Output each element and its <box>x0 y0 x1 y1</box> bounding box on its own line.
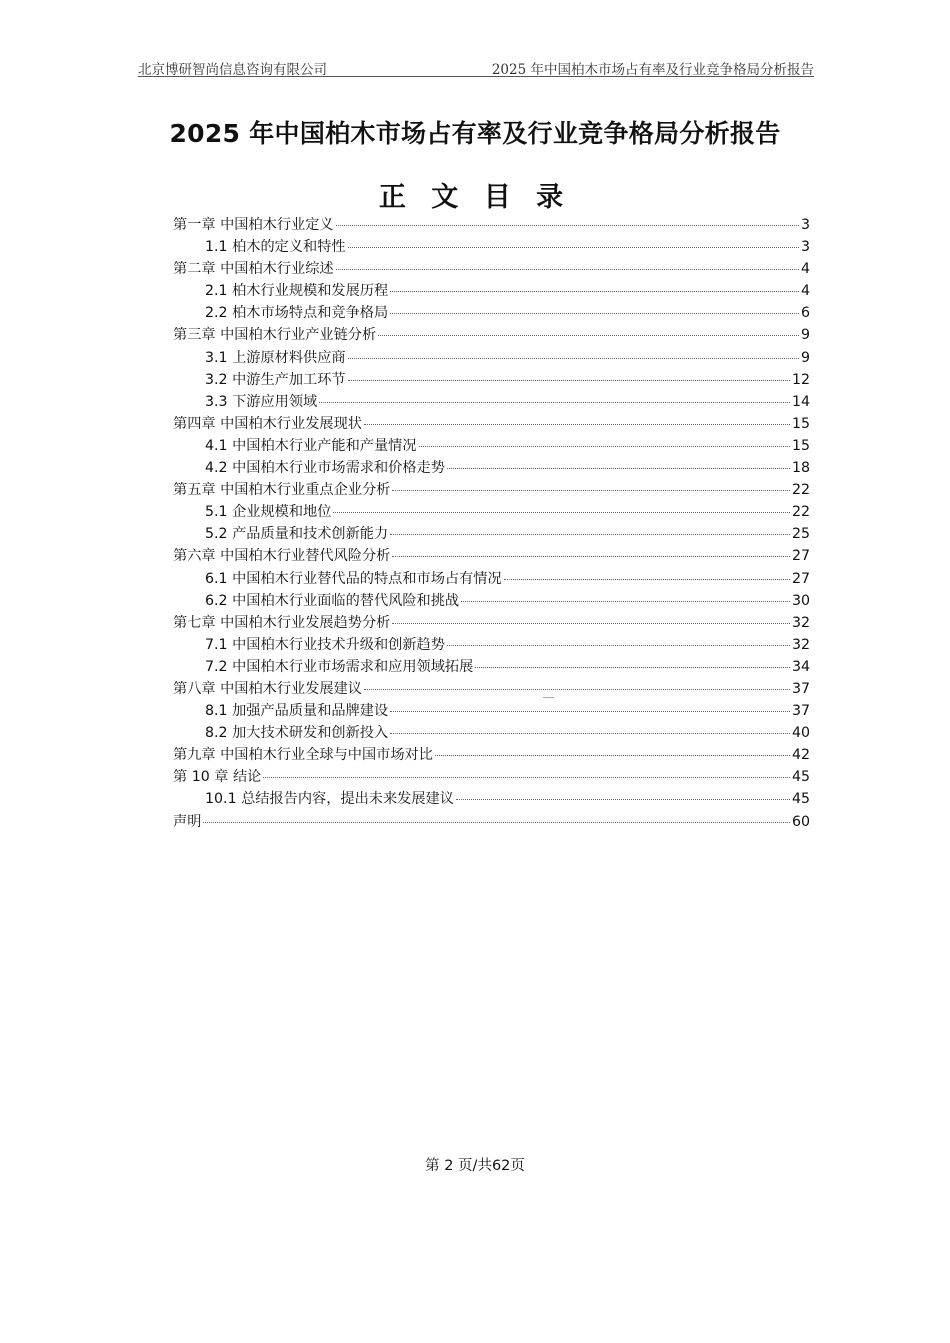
toc-entry-label: 2.2 柏木市场特点和竞争格局 <box>205 305 389 322</box>
toc-section-entry[interactable] <box>173 656 810 678</box>
toc-entry-label: 8.1 加强产品质量和品牌建设 <box>205 703 389 720</box>
toc-entry-page: 14 <box>791 393 810 410</box>
toc-leader-dots <box>447 468 790 469</box>
toc-section-entry[interactable] <box>173 302 810 324</box>
toc-chapter-entry[interactable] <box>173 811 810 833</box>
page-footer: 第 2 页/共62页 <box>425 1158 525 1174</box>
toc-section-entry[interactable] <box>173 236 810 258</box>
toc-section-entry[interactable] <box>173 457 810 479</box>
toc-entry-label: 第九章 中国柏木行业全球与中国市场对比 <box>173 747 433 764</box>
toc-leader-dots <box>348 358 799 359</box>
toc-chapter-entry[interactable] <box>173 258 810 280</box>
toc-entry-label: 第二章 中国柏木行业综述 <box>173 261 334 278</box>
toc-entry-label: 3.2 中游生产加工环节 <box>205 371 346 388</box>
toc-section-entry[interactable] <box>173 435 810 457</box>
toc-leader-dots <box>392 490 790 491</box>
toc-entry-page: 32 <box>791 636 810 653</box>
toc-entry-page: 60 <box>791 813 810 830</box>
toc-entry-label: 3.1 上游原材料供应商 <box>205 349 346 366</box>
toc-leader-dots <box>475 667 790 668</box>
toc-entry-label: 第七章 中国柏木行业发展趋势分析 <box>173 614 391 631</box>
toc-chapter-entry[interactable] <box>173 479 810 501</box>
toc-chapter-entry[interactable] <box>173 744 810 766</box>
toc-leader-dots <box>461 601 790 602</box>
toc-entry-label: 5.1 企业规模和地位 <box>205 504 332 521</box>
toc-leader-dots <box>390 291 799 292</box>
toc-chapter-entry[interactable] <box>173 678 810 700</box>
toc-section-entry[interactable] <box>173 280 810 302</box>
table-of-contents <box>173 214 810 833</box>
toc-entry-label: 第五章 中国柏木行业重点企业分析 <box>173 482 391 499</box>
toc-entry-label: 1.1 柏木的定义和特性 <box>205 239 346 256</box>
toc-leader-dots <box>364 424 790 425</box>
toc-entry-page: 15 <box>791 437 810 454</box>
toc-entry-label: 6.2 中国柏木行业面临的替代风险和挑战 <box>205 592 460 609</box>
toc-chapter-entry[interactable] <box>173 214 810 236</box>
toc-entry-page: 22 <box>791 482 810 499</box>
toc-entry-label: 声明 <box>173 813 202 830</box>
toc-entry-label: 4.1 中国柏木行业产能和产量情况 <box>205 437 417 454</box>
toc-entry-page: 18 <box>791 460 810 477</box>
toc-leader-dots <box>336 269 799 270</box>
toc-leader-dots <box>348 380 790 381</box>
toc-entry-page: 9 <box>800 327 810 344</box>
toc-section-entry[interactable] <box>173 347 810 369</box>
toc-entry-page: 30 <box>791 592 810 609</box>
toc-entry-page: 25 <box>791 526 810 543</box>
toc-leader-dots <box>456 799 790 800</box>
toc-entry-label: 3.3 下游应用领域 <box>205 393 318 410</box>
header-report-title: 2025 年中国柏木市场占有率及行业竞争格局分析报告 <box>491 62 814 78</box>
toc-section-entry[interactable] <box>173 568 810 590</box>
toc-leader-dots <box>336 225 799 226</box>
toc-leader-dots <box>390 711 790 712</box>
toc-entry-page: 42 <box>791 747 810 764</box>
toc-entry-page: 37 <box>791 703 810 720</box>
toc-leader-dots <box>263 777 790 778</box>
toc-leader-dots <box>348 247 799 248</box>
toc-entry-page: 40 <box>791 725 810 742</box>
toc-chapter-entry[interactable] <box>173 612 810 634</box>
toc-entry-label: 7.1 中国柏木行业技术升级和创新趋势 <box>205 636 445 653</box>
toc-leader-dots <box>390 534 790 535</box>
toc-section-entry[interactable] <box>173 391 810 413</box>
report-title: 2025 年中国柏木市场占有率及行业竞争格局分析报告 <box>169 119 781 148</box>
toc-heading: 正 文 目 录 <box>378 182 572 213</box>
toc-section-entry[interactable] <box>173 722 810 744</box>
toc-entry-page: 27 <box>791 570 810 587</box>
toc-section-entry[interactable] <box>173 590 810 612</box>
toc-entry-page: 34 <box>791 658 810 675</box>
page-header <box>138 56 814 77</box>
toc-leader-dots <box>392 556 790 557</box>
toc-entry-label: 第三章 中国柏木行业产业链分析 <box>173 327 377 344</box>
toc-section-entry[interactable] <box>173 369 810 391</box>
toc-entry-page: 3 <box>800 239 810 256</box>
toc-chapter-entry[interactable] <box>173 766 810 788</box>
toc-entry-page: 15 <box>791 415 810 432</box>
toc-entry-label: 第六章 中国柏木行业替代风险分析 <box>173 548 391 565</box>
toc-section-entry[interactable] <box>173 788 810 810</box>
toc-leader-dots <box>390 733 790 734</box>
toc-entry-page: 6 <box>800 305 810 322</box>
toc-leader-dots <box>390 313 799 314</box>
toc-leader-dots <box>504 579 790 580</box>
toc-chapter-entry[interactable] <box>173 545 810 567</box>
toc-section-entry[interactable] <box>173 501 810 523</box>
toc-leader-dots <box>378 335 799 336</box>
toc-entry-page: 9 <box>800 349 810 366</box>
toc-entry-page: 37 <box>791 680 810 697</box>
stray-mark <box>543 697 554 698</box>
toc-entry-label: 10.1 总结报告内容，提出未来发展建议 <box>205 791 454 808</box>
toc-entry-label: 8.2 加大技术研发和创新投入 <box>205 725 389 742</box>
toc-entry-page: 45 <box>791 791 810 808</box>
toc-entry-label: 第八章 中国柏木行业发展建议 <box>173 680 362 697</box>
toc-leader-dots <box>364 689 790 690</box>
toc-entry-label: 第一章 中国柏木行业定义 <box>173 217 334 233</box>
toc-entry-page: 22 <box>791 504 810 521</box>
toc-chapter-entry[interactable] <box>173 413 810 435</box>
toc-leader-dots <box>203 822 790 823</box>
toc-entry-page: 4 <box>800 261 810 278</box>
header-company: 北京博研智尚信息咨询有限公司 <box>138 62 327 78</box>
toc-entry-page: 4 <box>800 283 810 300</box>
toc-entry-page: 27 <box>791 548 810 565</box>
toc-entry-page: 45 <box>791 769 810 786</box>
toc-leader-dots <box>419 446 790 447</box>
toc-leader-dots <box>392 623 790 624</box>
toc-section-entry[interactable] <box>173 634 810 656</box>
toc-entry-page: 32 <box>791 614 810 631</box>
toc-entry-label: 4.2 中国柏木行业市场需求和价格走势 <box>205 460 445 477</box>
toc-entry-page: 3 <box>800 217 810 233</box>
toc-section-entry[interactable] <box>173 700 810 722</box>
toc-leader-dots <box>435 755 790 756</box>
toc-leader-dots <box>319 402 790 403</box>
toc-entry-label: 6.1 中国柏木行业替代品的特点和市场占有情况 <box>205 570 502 587</box>
toc-entry-label: 5.2 产品质量和技术创新能力 <box>205 526 389 543</box>
toc-entry-label: 第四章 中国柏木行业发展现状 <box>173 415 362 432</box>
toc-entry-label: 2.1 柏木行业规模和发展历程 <box>205 283 389 300</box>
toc-entry-label: 7.2 中国柏木行业市场需求和应用领域拓展 <box>205 658 474 675</box>
toc-leader-dots <box>333 512 790 513</box>
toc-entry-page: 12 <box>791 371 810 388</box>
toc-leader-dots <box>447 645 790 646</box>
toc-entry-label: 第 10 章 结论 <box>173 769 262 786</box>
toc-section-entry[interactable] <box>173 523 810 545</box>
toc-chapter-entry[interactable] <box>173 324 810 346</box>
